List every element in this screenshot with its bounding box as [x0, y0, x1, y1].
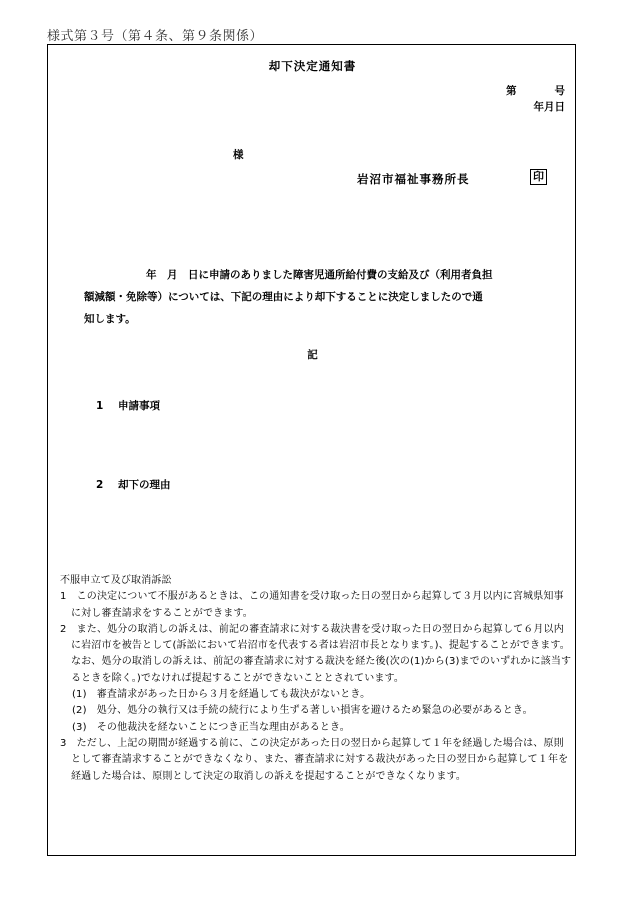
number-go: 号: [554, 85, 565, 97]
notes-sub-3: (3) その他裁決を経ないことにつき正当な理由があるとき。: [72, 721, 350, 733]
item-reason: [96, 477, 171, 492]
document-number: [506, 83, 565, 98]
notes-paragraph-2: 2 また、処分の取消しの訴えは、前記の審査請求に対する裁決書を受け取った日の翌日から起算して６月以内に岩沼市を被告として(訴訟において岩沼市を代表する者は岩沼市長となります。)、提起することができます。なお、処分の取消しの訴えは、前記の審査請求に対する裁決を経た後(次の(1)から(3)までのいずれかに該当するときを除く。)でなければ提起することができないこととされています。: [60, 623, 572, 684]
notes-sub-1: (1) 審査請求があった日から３月を経過しても裁決がないとき。: [72, 689, 371, 701]
item-application: [96, 398, 160, 413]
document-title: 却下決定通知書: [268, 59, 357, 73]
seal-mark: 印: [530, 169, 547, 185]
date-tsuki: 月: [544, 101, 555, 113]
item2-number: 2: [96, 479, 104, 491]
issuer-name: 岩沼市福祉事務所長: [357, 172, 470, 186]
notes-paragraph-3: 3 ただし、上記の期間が経過する前に、この決定があった日の翌日から起算して１年を経過した場合は、原則として審査請求することができなくなり、また、審査請求に対する裁決があった日の翌日から起算して１年を経過した場合は、原則として決定の取消しの訴えを提起することができなくなります。: [60, 737, 569, 782]
ki-heading: 記: [307, 349, 318, 361]
item1-number: 1: [96, 400, 104, 412]
date-hi: 日: [554, 101, 565, 113]
appeal-notes: [60, 573, 572, 785]
number-dai: 第: [506, 85, 517, 97]
notes-heading: 不服申立て及び取消訴訟: [60, 575, 172, 586]
item1-label: 申請事項: [118, 400, 160, 412]
addressee-sama: 様: [233, 149, 244, 161]
form-number-label: 様式第３号（第４条、第９条関係）: [47, 29, 264, 44]
date-nen: 年: [533, 101, 544, 113]
body-line-1: 年 月 日に申請のありました障害児通所給付費の支給及び（利用者負担: [146, 269, 493, 281]
body-line-2: 額減額・免除等）については、下記の理由により却下することに決定しましたので通: [84, 291, 483, 303]
document-date: [534, 99, 566, 114]
notes-paragraph-1: 1 この決定について不服があるときは、この通知書を受け取った日の翌日から起算して３月以内に宮城県知事に対し審査請求をすることができます。: [60, 591, 564, 619]
notes-sub-2: (2) 処分、処分の執行又は手続の続行により生ずる著しい損害を避けるため緊急の必要があるとき。: [72, 705, 533, 717]
item2-label: 却下の理由: [118, 479, 171, 491]
notice-document: [47, 44, 576, 856]
notice-body: [84, 264, 564, 330]
body-line-3: 知します。: [84, 313, 136, 325]
